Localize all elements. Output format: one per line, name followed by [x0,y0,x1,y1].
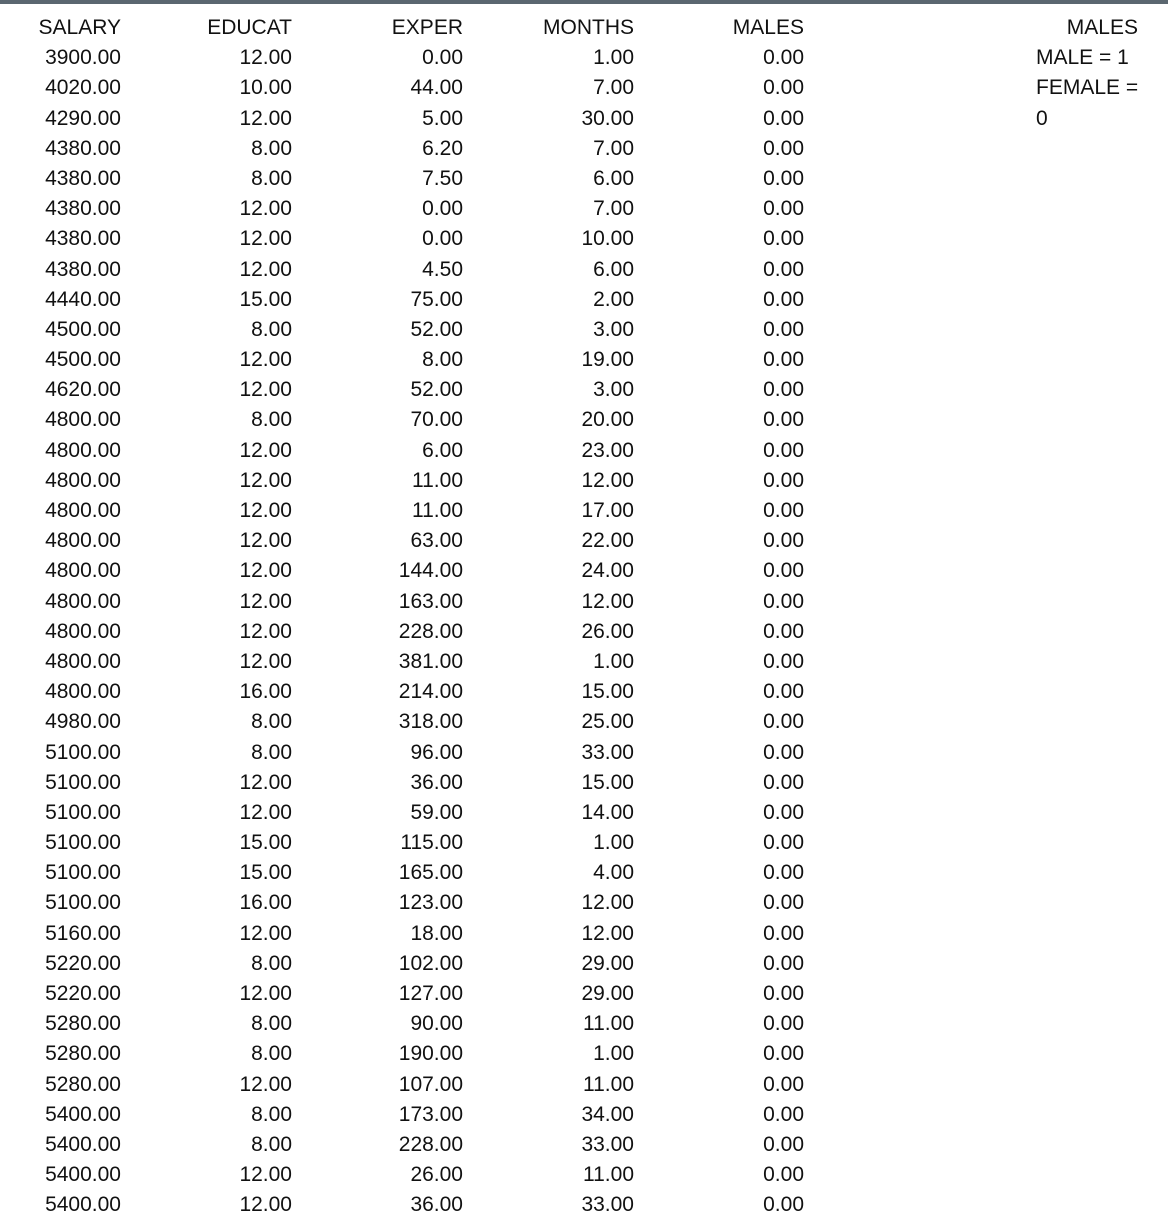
cell-exper: 0.00 [422,227,463,251]
cell-months: 20.00 [581,408,634,432]
cell-exper: 44.00 [410,76,463,100]
cell-educat: 12.00 [239,529,292,553]
cell-months: 29.00 [581,982,634,1005]
table-row [0,677,1168,707]
cell-salary: 4800.00 [45,619,121,643]
cell-months: 33.00 [581,740,634,764]
cell-months: 19.00 [581,348,634,372]
cell-males: 0.00 [763,1132,804,1156]
cell-exper: 123.00 [398,891,463,915]
cell-exper: 90.00 [410,1012,463,1036]
cell-educat: 12.00 [239,227,292,251]
table-row [0,436,1168,466]
cell-educat: 8.00 [251,1042,292,1066]
cell-exper: 165.00 [398,861,463,885]
cell-months: 24.00 [581,559,634,583]
cell-educat: 8.00 [251,951,292,975]
cell-educat: 15.00 [239,287,292,311]
cell-educat: 8.00 [251,1102,292,1126]
cell-exper: 5.00 [422,106,463,130]
cell-salary: 4440.00 [45,287,121,311]
table-row [0,526,1168,556]
cell-males: 0.00 [763,499,804,522]
table-row [0,43,1168,73]
table-row [0,798,1168,828]
cell-exper: 144.00 [398,559,463,583]
cell-males: 0.00 [763,408,804,432]
cell-salary: 4380.00 [45,227,121,251]
table-row [0,1160,1168,1190]
legend-title: MALES [1066,16,1138,39]
cell-males: 0.00 [763,317,804,341]
cell-exper: 4.50 [422,257,463,281]
header-educat: EDUCAT [207,16,292,39]
cell-salary: 4800.00 [45,559,121,583]
cell-educat: 16.00 [239,891,292,915]
table-row [0,134,1168,164]
cell-salary: 4800.00 [45,408,121,432]
cell-educat: 12.00 [239,468,292,492]
cell-salary: 4800.00 [45,529,121,553]
cell-exper: 26.00 [410,1163,463,1187]
cell-months: 12.00 [581,468,634,492]
cell-educat: 12.00 [239,106,292,130]
cell-salary: 4800.00 [45,680,121,704]
cell-educat: 12.00 [239,348,292,372]
cell-males: 0.00 [763,166,804,190]
cell-exper: 96.00 [410,740,463,764]
cell-months: 30.00 [581,106,634,130]
cell-educat: 8.00 [251,1132,292,1156]
cell-salary: 5100.00 [45,740,121,764]
cell-males: 0.00 [763,227,804,251]
cell-educat: 8.00 [251,317,292,341]
table-row [0,164,1168,194]
cell-months: 26.00 [581,619,634,643]
table-row [0,617,1168,647]
cell-exper: 52.00 [410,317,463,341]
cell-males: 0.00 [763,619,804,643]
cell-exper: 11.00 [412,468,463,492]
cell-months: 12.00 [581,921,634,945]
table-row [0,405,1168,435]
cell-months: 1.00 [593,831,634,855]
cell-months: 10.00 [581,227,634,251]
table-row [0,1100,1168,1130]
cell-salary: 4500.00 [45,348,121,372]
cell-educat: 12.00 [239,438,292,462]
cell-salary: 4380.00 [45,136,121,160]
table-header-row [0,13,1168,43]
cell-males: 0.00 [763,1012,804,1036]
cell-months: 11.00 [583,1163,634,1187]
cell-salary: 4020.00 [45,76,121,100]
table-row [0,315,1168,345]
cell-salary: 3900.00 [45,46,121,70]
cell-exper: 102.00 [398,951,463,975]
cell-salary: 4380.00 [45,197,121,221]
cell-males: 0.00 [763,136,804,160]
cell-educat: 12.00 [239,46,292,70]
cell-educat: 12.00 [239,921,292,945]
cell-educat: 12.00 [239,197,292,221]
cell-months: 7.00 [593,197,634,221]
cell-months: 33.00 [581,1193,634,1217]
cell-exper: 173.00 [398,1102,463,1126]
cell-exper: 36.00 [410,1193,463,1217]
cell-months: 11.00 [583,1072,634,1096]
cell-salary: 5100.00 [45,770,121,794]
header-exper: EXPER [391,16,463,39]
cell-males: 0.00 [763,861,804,885]
table-body [0,43,1168,1220]
cell-exper: 228.00 [398,1132,463,1156]
cell-exper: 381.00 [398,649,463,673]
cell-months: 2.00 [593,287,634,311]
cell-exper: 6.00 [422,438,463,462]
cell-males: 0.00 [763,800,804,824]
table-row [0,375,1168,405]
cell-males: 0.00 [763,468,804,492]
cell-males: 0.00 [763,921,804,945]
cell-educat: 8.00 [251,166,292,190]
table-row [0,738,1168,768]
cell-males: 0.00 [763,589,804,613]
cell-exper: 70.00 [410,408,463,432]
cell-salary: 4380.00 [45,257,121,281]
legend-line-male: MALE = 1 [1036,46,1129,70]
cell-males: 0.00 [763,982,804,1005]
cell-educat: 12.00 [239,1163,292,1187]
cell-males: 0.00 [763,1193,804,1217]
cell-educat: 12.00 [239,589,292,613]
cell-educat: 8.00 [251,740,292,764]
cell-salary: 5400.00 [45,1193,121,1217]
top-border [0,0,1168,4]
cell-salary: 5400.00 [45,1163,121,1187]
cell-males: 0.00 [763,1102,804,1126]
cell-educat: 8.00 [251,710,292,734]
legend-box [1000,13,1150,130]
cell-months: 17.00 [581,499,634,522]
cell-males: 0.00 [763,76,804,100]
cell-males: 0.00 [763,197,804,221]
cell-months: 4.00 [593,861,634,885]
cell-months: 15.00 [581,680,634,704]
cell-males: 0.00 [763,46,804,70]
table-row [0,224,1168,254]
cell-months: 3.00 [593,378,634,402]
cell-males: 0.00 [763,287,804,311]
cell-exper: 127.00 [398,982,463,1005]
table-row [0,496,1168,526]
table-row [0,1039,1168,1069]
cell-salary: 5280.00 [45,1042,121,1066]
table-row [0,949,1168,979]
cell-salary: 4980.00 [45,710,121,734]
table-row [0,1190,1168,1220]
cell-males: 0.00 [763,378,804,402]
cell-months: 11.00 [583,1012,634,1036]
cell-salary: 4290.00 [45,106,121,130]
cell-males: 0.00 [763,529,804,553]
cell-males: 0.00 [763,831,804,855]
cell-salary: 4800.00 [45,589,121,613]
cell-exper: 318.00 [398,710,463,734]
cell-educat: 15.00 [239,831,292,855]
cell-males: 0.00 [763,740,804,764]
cell-months: 12.00 [581,891,634,915]
cell-educat: 12.00 [239,649,292,673]
cell-educat: 12.00 [239,1193,292,1217]
cell-males: 0.00 [763,106,804,130]
cell-months: 1.00 [593,46,634,70]
table-row [0,255,1168,285]
cell-months: 7.00 [593,136,634,160]
cell-educat: 12.00 [239,619,292,643]
cell-months: 25.00 [581,710,634,734]
table-row [0,888,1168,918]
table-row [0,104,1168,134]
cell-exper: 228.00 [398,619,463,643]
data-table [0,13,1168,1221]
cell-exper: 8.00 [422,348,463,372]
cell-males: 0.00 [763,1163,804,1187]
cell-exper: 214.00 [398,680,463,704]
cell-exper: 190.00 [398,1042,463,1066]
cell-months: 29.00 [581,951,634,975]
table-row [0,587,1168,617]
cell-educat: 8.00 [251,136,292,160]
cell-salary: 4800.00 [45,468,121,492]
cell-months: 1.00 [593,1042,634,1066]
cell-males: 0.00 [763,649,804,673]
cell-months: 12.00 [581,589,634,613]
cell-salary: 5100.00 [45,891,121,915]
cell-months: 34.00 [581,1102,634,1126]
cell-salary: 5100.00 [45,861,121,885]
table-row [0,1070,1168,1100]
header-months: MONTHS [543,16,634,39]
cell-educat: 12.00 [239,559,292,583]
cell-educat: 12.00 [239,378,292,402]
cell-exper: 36.00 [410,770,463,794]
cell-months: 7.00 [593,76,634,100]
cell-exper: 18.00 [410,921,463,945]
cell-months: 14.00 [581,800,634,824]
cell-educat: 12.00 [239,257,292,281]
table-row [0,285,1168,315]
table-row [0,466,1168,496]
cell-males: 0.00 [763,680,804,704]
cell-exper: 59.00 [410,800,463,824]
cell-educat: 12.00 [239,499,292,522]
cell-exper: 6.20 [422,136,463,160]
cell-months: 6.00 [593,257,634,281]
cell-educat: 16.00 [239,680,292,704]
cell-educat: 8.00 [251,408,292,432]
cell-salary: 5400.00 [45,1132,121,1156]
cell-salary: 5100.00 [45,831,121,855]
cell-males: 0.00 [763,891,804,915]
cell-months: 15.00 [581,770,634,794]
cell-salary: 5280.00 [45,1072,121,1096]
table-row [0,556,1168,586]
cell-salary: 4620.00 [45,378,121,402]
cell-salary: 5280.00 [45,1012,121,1036]
cell-salary: 4800.00 [45,499,121,522]
cell-males: 0.00 [763,951,804,975]
legend-line-female: FEMALE = 0 [1036,76,1139,130]
cell-exper: 0.00 [422,197,463,221]
cell-exper: 7.50 [422,166,463,190]
cell-months: 3.00 [593,317,634,341]
table-row [0,707,1168,737]
cell-educat: 12.00 [239,982,292,1005]
cell-males: 0.00 [763,770,804,794]
cell-salary: 4500.00 [45,317,121,341]
table-row [0,1009,1168,1039]
cell-salary: 5100.00 [45,800,121,824]
table-row [0,828,1168,858]
header-salary: SALARY [38,16,121,39]
cell-exper: 0.00 [422,46,463,70]
cell-males: 0.00 [763,710,804,734]
cell-months: 6.00 [593,166,634,190]
cell-salary: 4800.00 [45,438,121,462]
table-row [0,647,1168,677]
cell-exper: 75.00 [410,287,463,311]
cell-males: 0.00 [763,438,804,462]
cell-salary: 4800.00 [45,649,121,673]
cell-months: 1.00 [593,649,634,673]
cell-exper: 163.00 [398,589,463,613]
cell-educat: 12.00 [239,1072,292,1096]
cell-salary: 5220.00 [45,951,121,975]
cell-males: 0.00 [763,1072,804,1096]
cell-exper: 52.00 [410,378,463,402]
cell-exper: 115.00 [400,831,463,855]
table-row [0,194,1168,224]
cell-salary: 5400.00 [45,1102,121,1126]
cell-salary: 5220.00 [45,982,121,1005]
cell-exper: 11.00 [412,499,463,522]
header-males: MALES [732,16,804,39]
cell-exper: 63.00 [410,529,463,553]
table-row [0,858,1168,888]
cell-educat: 10.00 [239,76,292,100]
cell-educat: 12.00 [239,800,292,824]
table-row [0,1130,1168,1160]
cell-months: 23.00 [581,438,634,462]
cell-salary: 5160.00 [45,921,121,945]
table-row [0,979,1168,1009]
cell-exper: 107.00 [398,1072,463,1096]
cell-educat: 12.00 [239,770,292,794]
cell-educat: 8.00 [251,1012,292,1036]
cell-males: 0.00 [763,1042,804,1066]
cell-months: 33.00 [581,1132,634,1156]
table-row [0,919,1168,949]
cell-educat: 15.00 [239,861,292,885]
table-row [0,345,1168,375]
cell-males: 0.00 [763,559,804,583]
cell-salary: 4380.00 [45,166,121,190]
cell-males: 0.00 [763,257,804,281]
cell-months: 22.00 [581,529,634,553]
cell-males: 0.00 [763,348,804,372]
table-row [0,768,1168,798]
